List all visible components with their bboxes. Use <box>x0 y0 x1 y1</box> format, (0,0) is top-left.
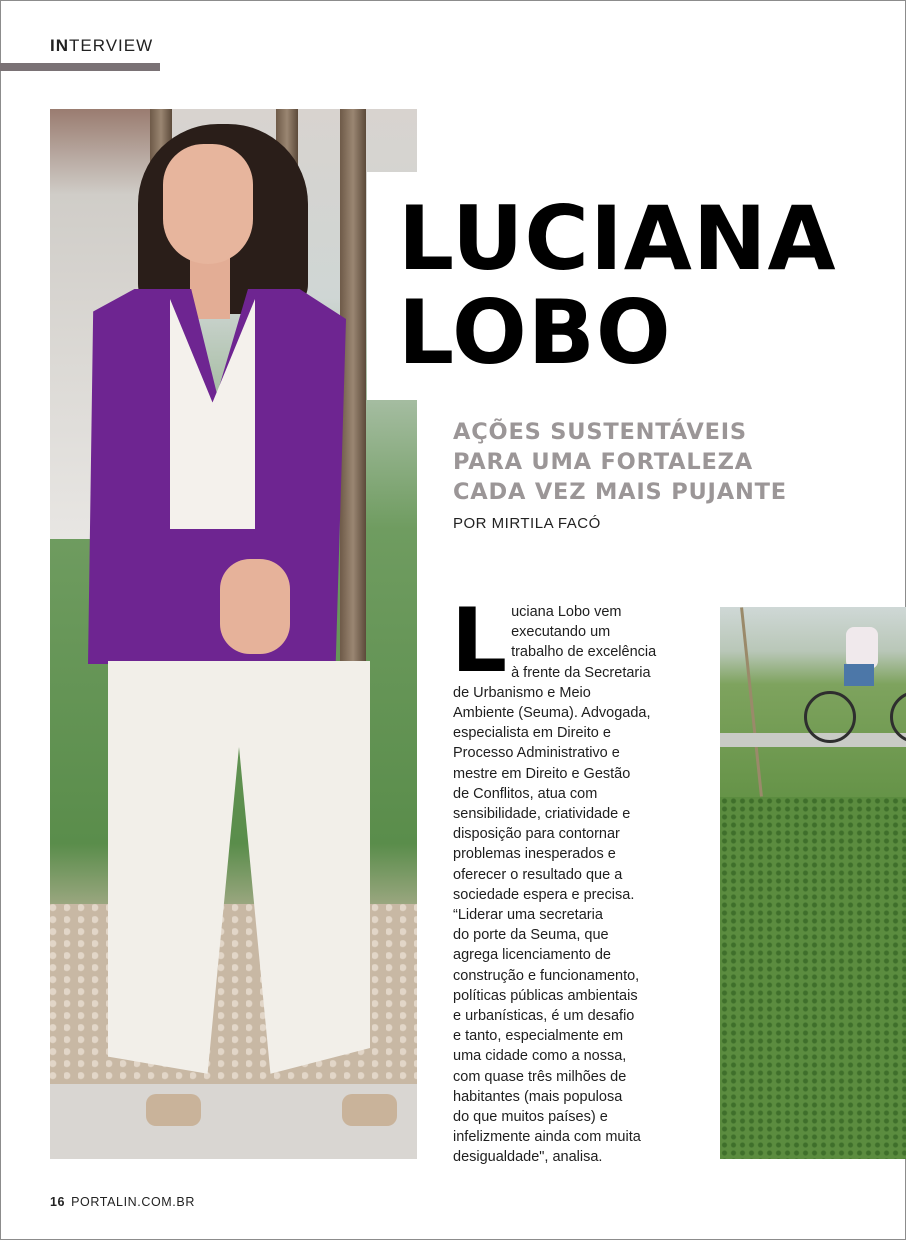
subheadline-line1: AÇÕES SUSTENTÁVEIS <box>453 419 747 445</box>
article-line: “Liderar uma secretaria <box>453 907 603 924</box>
article-line: habitantes (mais populosa <box>453 1088 623 1105</box>
photo-hands <box>220 559 290 654</box>
cyclist-shorts <box>844 664 874 686</box>
photo-tree-stake <box>740 607 763 796</box>
page-number: 16 <box>50 1195 66 1209</box>
subheadline <box>453 417 787 507</box>
subheadline-line2: PARA UMA FORTALEZA <box>453 449 753 475</box>
article-line: Processo Administrativo e <box>453 745 620 762</box>
photo-blouse <box>170 299 255 529</box>
article-line: mestre em Direito e Gestão <box>453 765 631 782</box>
article-line: disposição para contornar <box>453 826 620 843</box>
article-line: e tanto, especialmente em <box>453 1028 624 1045</box>
article-body <box>451 589 703 1168</box>
photo-face <box>163 144 253 264</box>
article-line: agrega licenciamento de <box>453 947 611 964</box>
bicycle-wheel <box>804 691 856 743</box>
section-label-rest: TERVIEW <box>69 36 154 55</box>
article-line: executando um <box>511 624 611 641</box>
article-line: do que muitos países) e <box>453 1109 608 1126</box>
headline-name-line2: LOBO <box>398 281 672 384</box>
photo-shoe-left <box>146 1094 201 1126</box>
section-label-bold: IN <box>50 36 69 55</box>
article-line: problemas inesperados e <box>453 846 616 863</box>
article-line: de Conflitos, atua com <box>453 785 598 802</box>
article-line: políticas públicas ambientais <box>453 987 638 1004</box>
article-line: desigualdade", analisa. <box>453 1149 603 1166</box>
page-footer <box>50 1195 195 1209</box>
article-line: sensibilidade, criatividade e <box>453 806 631 823</box>
article-line: construção e funcionamento, <box>453 967 640 984</box>
article-line: com quase três milhões de <box>453 1068 627 1085</box>
footer-site: PORTALIN.COM.BR <box>71 1195 195 1209</box>
section-label <box>50 36 153 56</box>
headline-name-line1: LUCIANA <box>398 187 837 290</box>
park-cyclist-photo <box>720 607 906 1159</box>
drop-cap: L <box>451 589 508 692</box>
photo-grass <box>720 797 906 1159</box>
portrait-photo <box>50 109 417 1159</box>
article-line: sociedade espera e precisa. <box>453 886 635 903</box>
byline: POR MIRTILA FACÓ <box>453 515 601 532</box>
section-accent-bar <box>0 63 160 71</box>
headline-name <box>398 187 837 384</box>
article-line: à frente da Secretaria <box>511 664 651 681</box>
photo-shoe-right <box>342 1094 397 1126</box>
article-line: e urbanísticas, é um desafio <box>453 1008 635 1025</box>
article-line: uciana Lobo vem <box>511 604 622 620</box>
cyclist-shirt <box>846 627 878 669</box>
article-line: infelizmente ainda com muita <box>453 1129 641 1146</box>
article-line: trabalho de excelência <box>511 644 657 661</box>
article-line: oferecer o resultado que a <box>453 866 623 883</box>
subheadline-line3: CADA VEZ MAIS PUJANTE <box>453 479 787 505</box>
article-line: do porte da Seuma, que <box>453 927 609 944</box>
article-line: de Urbanismo e Meio <box>453 684 591 701</box>
article-line: uma cidade como a nossa, <box>453 1048 627 1065</box>
article-line: especialista em Direito e <box>453 725 611 742</box>
article-line: Ambiente (Seuma). Advogada, <box>453 705 651 722</box>
